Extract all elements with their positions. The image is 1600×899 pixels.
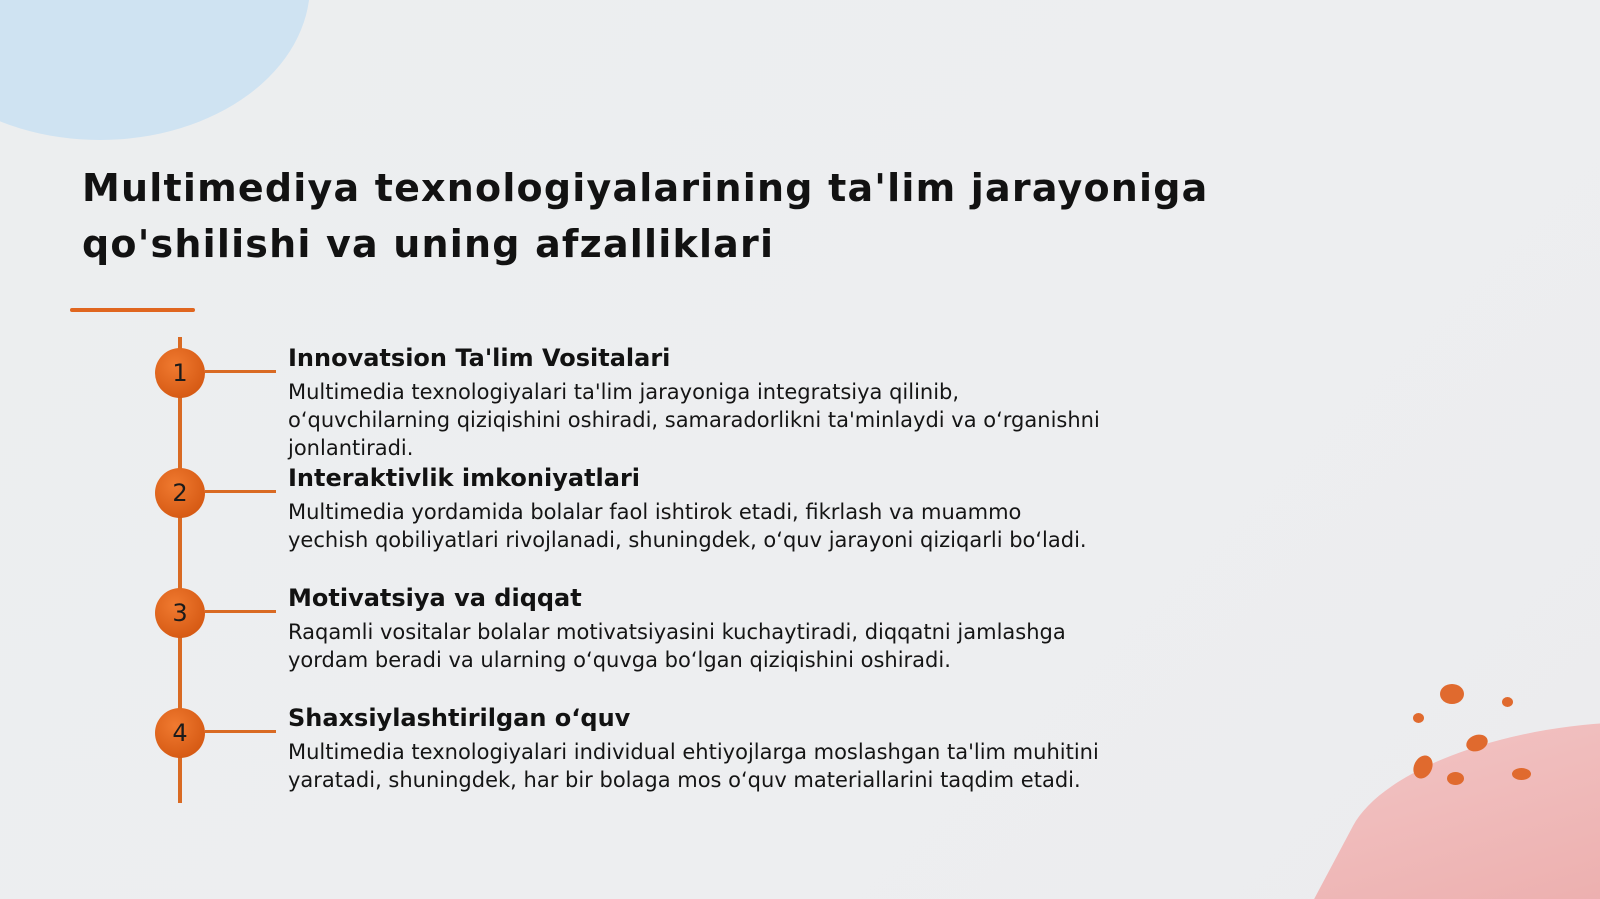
decorative-splat (1447, 772, 1464, 785)
decorative-splat (1413, 713, 1424, 723)
title-accent-bar (70, 308, 195, 312)
decorative-blob-bottom-right (1270, 722, 1600, 899)
timeline-connector (205, 610, 276, 613)
timeline-text: Raqamli vositalar bolalar motivatsiyasini kuchaytiradi, diqqatni jamlashga yordam beradi va ularning o‘quvga bo‘lgan qiziqishini oshiradi. (288, 620, 1066, 672)
timeline-heading: Motivatsiya va diqqat (288, 584, 582, 612)
timeline-heading: Innovatsion Ta'lim Vositalari (288, 344, 671, 372)
timeline-marker: 1 (155, 348, 205, 398)
decorative-splat (1440, 684, 1464, 704)
timeline-heading: Interaktivlik imkoniyatlari (288, 464, 641, 492)
timeline-text: Multimedia yordamida bolalar faol ishtirok etadi, fikrlash va muammo yechish qobiliyatlari rivojlanadi, shuningdek, o‘quv jarayoni qiziqarli bo‘ladi. (288, 500, 1087, 552)
timeline-connector (205, 370, 276, 373)
decorative-splat (1502, 697, 1513, 707)
decorative-blob-top-left (0, 0, 310, 140)
timeline-marker: 3 (155, 588, 205, 638)
timeline-marker: 4 (155, 708, 205, 758)
slide-title: Multimediya texnologiyalarining ta'lim jarayoniga qo'shilishi va uning afzalliklari (82, 166, 1209, 266)
timeline-text: Multimedia texnologiyalari ta'lim jarayoniga integratsiya qilinib, o‘quvchilarning qiziqishini oshiradi, samaradorlikni ta'minlaydi va o‘rganishni jonlantiradi. (288, 380, 1100, 460)
decorative-splat (1512, 768, 1531, 780)
timeline-text: Multimedia texnologiyalari individual ehtiyojlarga moslashgan ta'lim muhitini yaratadi, shuningdek, har bir bolaga mos o‘quv materiallarini taqdim etadi. (288, 740, 1099, 792)
timeline-heading: Shaxsiylashtirilgan o‘quv (288, 704, 631, 732)
timeline-connector (205, 730, 276, 733)
timeline-marker: 2 (155, 468, 205, 518)
timeline-connector (205, 490, 276, 493)
